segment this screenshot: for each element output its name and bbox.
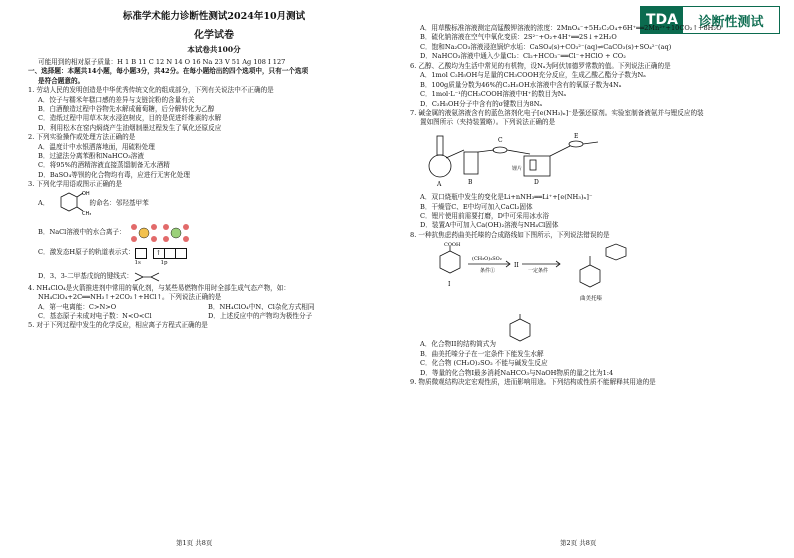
hydrated-ion-diagram — [126, 219, 196, 247]
q3-a-letter: A． — [38, 198, 50, 207]
q3-b-text: B．NaCl溶液中的水合离子： — [38, 227, 126, 236]
q4-options-ab — [28, 303, 400, 312]
q7-stem: 7. 碱金属的液氨溶液含有的蓝色溶剂化电子[e(NH₃)ₙ]⁻是强还原剂。实验室制备液氨并与锂反应的装 — [410, 109, 704, 118]
fig-label-li: 锂片 — [512, 165, 523, 172]
skeletal-formula — [133, 271, 167, 283]
q6-stem: 6. 乙醇、乙酸均为生活中常见的有机物，设Nₐ为阿伏加德罗常数的值。下列说法正确的是 — [410, 62, 671, 70]
q2-stem: 2. 下列实验操作或处理方法正确的是 — [28, 133, 136, 142]
q1-stem: 1. 劳动人民的发明创造是中华优秀传统文化的组成部分，下列有关说法中不正确的是 — [28, 86, 274, 95]
q6-option-d: D．C₂H₅OH分子中含有的σ键数目为8Nₐ — [420, 99, 543, 108]
atomic-mass-line: 可能用到的相对原子质量：H 1 B 11 C 12 N 14 O 16 Na 23 V 51 Ag 108 I 127 — [38, 58, 286, 66]
fig-label-e: E — [574, 132, 579, 140]
compound-ii-structure — [496, 312, 546, 350]
section-heading-cont: 是符合题意的。 — [38, 76, 85, 85]
q7-option-c: C．锂片使用前需要打磨，D中可采用冰水浴 — [420, 212, 550, 221]
section-heading: 一、选择题：本题共14小题，每小题3分，共42分。在每小题给出的四个选项中，只有一个选项 — [28, 67, 309, 76]
q6-option-c: C．1mol·L⁻¹的CH₃COOH溶液中H⁺的数目为Nₐ — [420, 90, 567, 99]
exam-title: 标准学术能力诊断性测试2024年10月测试 — [122, 11, 306, 22]
badge-label: 诊断性测试 — [698, 14, 764, 30]
q4-stem: 4. NH₄ClO₄是火箭推进剂中常用的氧化剂，与某些易燃物作用时全部生成气态产物，如： — [28, 283, 290, 292]
right-column-main — [410, 62, 782, 387]
q3-a-name: 的命名：邻羟基甲苯 — [89, 198, 149, 207]
page-footer-left: 第1页 共8页 — [176, 539, 213, 547]
q1-option-a: A．饺子与糯米年糕口感的差异与支链淀粉的含量有关 — [38, 95, 195, 104]
q3-option-a — [28, 190, 400, 218]
orbital-1s-label: 1s — [134, 259, 141, 266]
q7-apparatus-figure — [420, 130, 610, 188]
svg-text:OH: OH — [82, 190, 91, 197]
q3-d-text: D．3、3-二甲基戊烷的键线式： — [38, 271, 134, 280]
q6-option-a: A．1mol C₂H₅OH与足量的CH₃COOH充分反应，生成乙酸乙酯分子数为Nₐ — [420, 71, 646, 80]
q4-option-a: A．第一电离能：C>N>O — [38, 302, 117, 311]
q8-stem: 8. 一种抗焦虑药曲美托嗪的合成路线如下图所示，下列说法错误的是 — [410, 230, 610, 239]
orbital-boxes: ↑ 1s 1p — [135, 248, 187, 268]
fig-label-c: C — [498, 136, 503, 144]
q7-option-a: A．双口烧瓶中发生的变化是Li+nNH₃══Li⁺+[e(NH₃)ₙ]⁻ — [420, 193, 593, 202]
fig-label-b: B — [468, 178, 473, 186]
q4-option-d: D．上述反应中的产物均为极性分子 — [208, 311, 313, 320]
right-column — [410, 24, 722, 62]
q4-options-cd — [28, 312, 400, 321]
q5-option-d: D．NaHCO₃溶液中通入少量Cl₂：Cl₂+HCO₃⁻══Cl⁻+HClO + CO₂ — [420, 52, 626, 61]
fig-label-d: D — [534, 178, 539, 186]
q8-option-a-text: A．化合物II的结构简式为 — [420, 340, 496, 349]
fig-reagent: (CH₃O)₂SO₂ — [472, 256, 502, 263]
tda-logo: TDA — [641, 7, 683, 33]
fig-cond1: 条件① — [480, 268, 496, 275]
q3-option-d — [28, 270, 400, 284]
fig-label-a: A — [437, 180, 442, 188]
q1-option-d: D．利用松木在窑内焖烧产生油烟制墨过程发生了氧化还原反应 — [38, 123, 222, 132]
q7-stem-cont: 置如图所示（夹持装置略）。下列说法正确的是 — [420, 118, 556, 127]
q3-option-b — [28, 218, 400, 248]
left-column — [28, 58, 400, 331]
q2-option-c: C．将95%的酒精溶液直接蒸馏制备无水酒精 — [38, 161, 170, 170]
q6-option-b: B．100g质量分数为46%的C₂H₅OH水溶液中含有的氧原子数为4Nₐ — [420, 80, 622, 89]
q7-option-d: D．装置A中可加入Ca(OH)₂溶液与NH₄Cl固体 — [420, 221, 559, 230]
q5-option-a: A．用草酸标准溶液测定高锰酸钾溶液的浓度：2MnO₄⁻+5H₂C₂O₄+6H⁺══2Mn²⁺+10CO₂↑+8H₂O — [420, 24, 722, 32]
q2-option-a: A．温度计中水银洒落地面，用硫粉处理 — [38, 142, 155, 151]
fig-product: 曲美托嗪 — [580, 296, 603, 303]
q3-stem: 3. 下列化学用语或图示正确的是 — [28, 180, 123, 189]
page-footer-right: 第2页 共8页 — [560, 539, 597, 547]
score-note: 本试卷共100分 — [187, 45, 241, 54]
fig-cooh: COOH — [444, 242, 461, 249]
q8-synthesis-route — [420, 242, 670, 304]
q8-option-d: D．等量的化合物I最多消耗NaHCO₃与NaOH物质的量之比为1:4 — [420, 368, 614, 377]
q8-option-b: B．曲美托嗪分子在一定条件下能发生水解 — [420, 349, 544, 358]
q8-option-c: C．化合物 (CH₃O)₂SO₂ 不能与碱发生反应 — [420, 359, 548, 368]
q5-stem: 5. 对于下列过程中发生的化学反应，相应离子方程式正确的是 — [28, 321, 208, 330]
q8-option-a — [410, 310, 782, 350]
q7-option-b: B．干燥管C、E中均可加入CaCl₂固体 — [420, 202, 533, 211]
q5-option-c: C．饱和Na₂CO₃溶液浸泡锅炉水垢：CaSO₄(s)+CO₃²⁻(aq)⇌CaCO₃(s)+SO₄²⁻(aq) — [420, 42, 672, 51]
q2-option-d: D．BaSO₄等钡的化合物均有毒，应进行无害化处理 — [38, 170, 190, 179]
q3-option-c — [28, 248, 400, 270]
q1-option-c: C．造纸过程中用草木灰水浸泡树皮，目的是促进纤维素的水解 — [38, 114, 222, 123]
q4-equation: NH₄ClO₄+2C══NH₃↑+2CO₂↑+HCl↑。下列说法正确的是 — [38, 293, 222, 302]
q4-option-c: C．基态原子未成对电子数：N<O<Cl — [38, 311, 152, 320]
fig-i: I — [448, 281, 451, 289]
fig-ii: II — [514, 262, 519, 270]
q5-option-b: B．硫化钠溶液在空气中氧化变质：2S²⁻+O₂+4H⁺══2S↓+2H₂O — [420, 33, 617, 42]
o-cresol-structure — [49, 190, 92, 217]
q2-option-b: B．过滤法分离苯酚和NaHCO₃溶液 — [38, 152, 144, 161]
q9-stem: 9. 物质微观结构决定宏观性质，进而影响用途。下列结构或性质不能解释其用途的是 — [410, 377, 656, 386]
q3-c-text: C．激发态H原子的轨道表示式： — [38, 247, 135, 256]
svg-text:CH₃: CH₃ — [82, 210, 92, 217]
subject-title: 化学试卷 — [194, 30, 234, 41]
q1-option-b: B．白酒酿造过程中谷物先水解成葡萄糖，后分解转化为乙醇 — [38, 105, 215, 114]
q4-option-b: B．NH₄ClO₄中N、Cl杂化方式相同 — [208, 302, 315, 311]
orbital-1p-label: 1p — [160, 259, 168, 266]
fig-cond2: 一定条件 — [528, 268, 549, 275]
